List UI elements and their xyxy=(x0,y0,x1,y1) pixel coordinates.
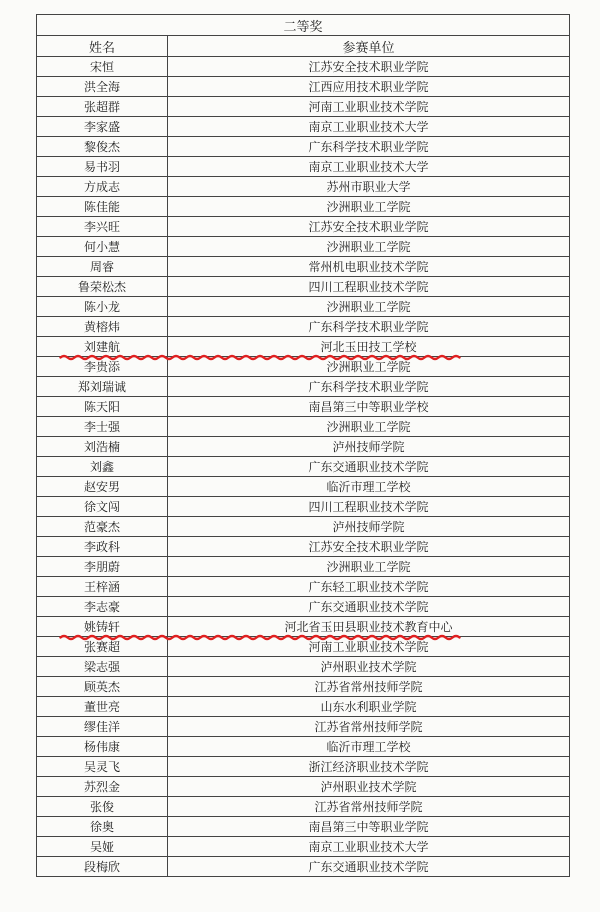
cell-unit: 广东交通职业技术学院 xyxy=(168,857,570,877)
header-name: 姓名 xyxy=(37,36,168,57)
cell-unit: 河南工业职业技术学院 xyxy=(168,637,570,657)
table-row xyxy=(37,277,570,297)
cell-name: 李志豪 xyxy=(37,597,168,617)
cell-name: 姚铸轩 xyxy=(37,617,168,637)
table-row xyxy=(37,537,570,557)
cell-name: 董世亮 xyxy=(37,697,168,717)
table-row xyxy=(37,417,570,437)
cell-name: 李家盛 xyxy=(37,117,168,137)
cell-unit: 南昌第三中等职业学院 xyxy=(168,817,570,837)
cell-name: 何小慧 xyxy=(37,237,168,257)
table-row xyxy=(37,517,570,537)
cell-name: 李兴旺 xyxy=(37,217,168,237)
cell-unit: 河北玉田技工学校 xyxy=(168,337,570,357)
cell-unit: 泸州职业技术学院 xyxy=(168,777,570,797)
table-row xyxy=(37,437,570,457)
cell-unit: 沙洲职业工学院 xyxy=(168,237,570,257)
cell-unit: 沙洲职业工学院 xyxy=(168,357,570,377)
cell-name: 缪佳洋 xyxy=(37,717,168,737)
table-row xyxy=(37,117,570,137)
table-row xyxy=(37,497,570,517)
cell-unit: 南京工业职业技术大学 xyxy=(168,157,570,177)
cell-unit: 江西应用技术职业学院 xyxy=(168,77,570,97)
table-row xyxy=(37,297,570,317)
table-row xyxy=(37,657,570,677)
cell-unit: 沙洲职业工学院 xyxy=(168,197,570,217)
cell-name: 周睿 xyxy=(37,257,168,277)
cell-unit: 沙洲职业工学院 xyxy=(168,417,570,437)
award-sheet xyxy=(36,14,569,877)
cell-name: 张超群 xyxy=(37,97,168,117)
cell-unit: 江苏安全技术职业学院 xyxy=(168,537,570,557)
cell-unit: 江苏安全技术职业学院 xyxy=(168,217,570,237)
cell-unit: 南京工业职业技术大学 xyxy=(168,117,570,137)
cell-name: 易书羽 xyxy=(37,157,168,177)
table-row xyxy=(37,97,570,117)
cell-name: 张赛超 xyxy=(37,637,168,657)
cell-name: 洪全海 xyxy=(37,77,168,97)
cell-unit: 浙江经济职业技术学院 xyxy=(168,757,570,777)
cell-unit: 广东轻工职业技术学院 xyxy=(168,577,570,597)
cell-name: 徐文闯 xyxy=(37,497,168,517)
table-row xyxy=(37,177,570,197)
cell-name: 顾英杰 xyxy=(37,677,168,697)
table-row xyxy=(37,457,570,477)
header-row xyxy=(37,36,570,57)
table-body xyxy=(37,57,570,877)
cell-name: 赵安男 xyxy=(37,477,168,497)
table-row xyxy=(37,77,570,97)
table-row xyxy=(37,737,570,757)
table-row xyxy=(37,557,570,577)
table-row xyxy=(37,677,570,697)
table-row xyxy=(37,137,570,157)
table-row xyxy=(37,697,570,717)
cell-name: 段梅欣 xyxy=(37,857,168,877)
table-row xyxy=(37,317,570,337)
cell-name: 吴灵飞 xyxy=(37,757,168,777)
cell-name: 杨伟康 xyxy=(37,737,168,757)
cell-unit: 江苏省常州技师学院 xyxy=(168,717,570,737)
cell-name: 吴娅 xyxy=(37,837,168,857)
table-row xyxy=(37,857,570,877)
cell-unit: 江苏省常州技师学院 xyxy=(168,677,570,697)
cell-unit: 苏州市职业大学 xyxy=(168,177,570,197)
table-row xyxy=(37,577,570,597)
table-row xyxy=(37,637,570,657)
cell-unit: 泸州技师学院 xyxy=(168,437,570,457)
cell-unit: 广东交通职业技术学院 xyxy=(168,457,570,477)
title-row xyxy=(37,15,570,36)
cell-unit: 河南工业职业技术学院 xyxy=(168,97,570,117)
cell-unit: 沙洲职业工学院 xyxy=(168,297,570,317)
cell-unit: 四川工程职业技术学院 xyxy=(168,277,570,297)
cell-name: 陈天阳 xyxy=(37,397,168,417)
table-row xyxy=(37,597,570,617)
cell-name: 郑刘瑞诚 xyxy=(37,377,168,397)
table-row xyxy=(37,57,570,77)
table-row xyxy=(37,617,570,637)
cell-unit: 江苏安全技术职业学院 xyxy=(168,57,570,77)
table-row xyxy=(37,357,570,377)
table-row xyxy=(37,337,570,357)
cell-unit: 广东科学技术职业学院 xyxy=(168,377,570,397)
cell-unit: 沙洲职业工学院 xyxy=(168,557,570,577)
cell-unit: 泸州职业技术学院 xyxy=(168,657,570,677)
cell-name: 刘浩楠 xyxy=(37,437,168,457)
cell-name: 梁志强 xyxy=(37,657,168,677)
award-title: 二等奖 xyxy=(37,15,570,36)
table-row xyxy=(37,757,570,777)
table-row xyxy=(37,237,570,257)
table-row xyxy=(37,477,570,497)
cell-unit: 河北省玉田县职业技术教育中心 xyxy=(168,617,570,637)
cell-unit: 广东科学技术职业学院 xyxy=(168,317,570,337)
cell-name: 王梓涵 xyxy=(37,577,168,597)
cell-name: 苏烈金 xyxy=(37,777,168,797)
cell-unit: 常州机电职业技术学院 xyxy=(168,257,570,277)
table-row xyxy=(37,817,570,837)
table-row xyxy=(37,217,570,237)
cell-name: 陈佳能 xyxy=(37,197,168,217)
cell-name: 徐奥 xyxy=(37,817,168,837)
cell-name: 李贵添 xyxy=(37,357,168,377)
cell-name: 李朋蔚 xyxy=(37,557,168,577)
cell-name: 李士强 xyxy=(37,417,168,437)
cell-name: 范豪杰 xyxy=(37,517,168,537)
table-row xyxy=(37,797,570,817)
table-row xyxy=(37,377,570,397)
award-table xyxy=(36,14,570,877)
cell-name: 宋恒 xyxy=(37,57,168,77)
cell-name: 刘鑫 xyxy=(37,457,168,477)
table-row xyxy=(37,397,570,417)
cell-unit: 广东交通职业技术学院 xyxy=(168,597,570,617)
cell-unit: 临沂市理工学校 xyxy=(168,477,570,497)
table-row xyxy=(37,157,570,177)
header-unit: 参赛单位 xyxy=(168,36,570,57)
table-row xyxy=(37,777,570,797)
cell-unit: 南昌第三中等职业学校 xyxy=(168,397,570,417)
cell-name: 刘建航 xyxy=(37,337,168,357)
cell-unit: 广东科学技术职业学院 xyxy=(168,137,570,157)
cell-unit: 四川工程职业技术学院 xyxy=(168,497,570,517)
cell-unit: 南京工业职业技术大学 xyxy=(168,837,570,857)
table-row xyxy=(37,837,570,857)
cell-name: 李政科 xyxy=(37,537,168,557)
cell-unit: 山东水利职业学院 xyxy=(168,697,570,717)
table-row xyxy=(37,197,570,217)
cell-unit: 江苏省常州技师学院 xyxy=(168,797,570,817)
cell-name: 陈小龙 xyxy=(37,297,168,317)
cell-unit: 临沂市理工学校 xyxy=(168,737,570,757)
table-row xyxy=(37,717,570,737)
cell-name: 黄榕炜 xyxy=(37,317,168,337)
cell-name: 鲁荣松杰 xyxy=(37,277,168,297)
table-row xyxy=(37,257,570,277)
cell-unit: 泸州技师学院 xyxy=(168,517,570,537)
cell-name: 黎俊杰 xyxy=(37,137,168,157)
cell-name: 张俊 xyxy=(37,797,168,817)
cell-name: 方成志 xyxy=(37,177,168,197)
